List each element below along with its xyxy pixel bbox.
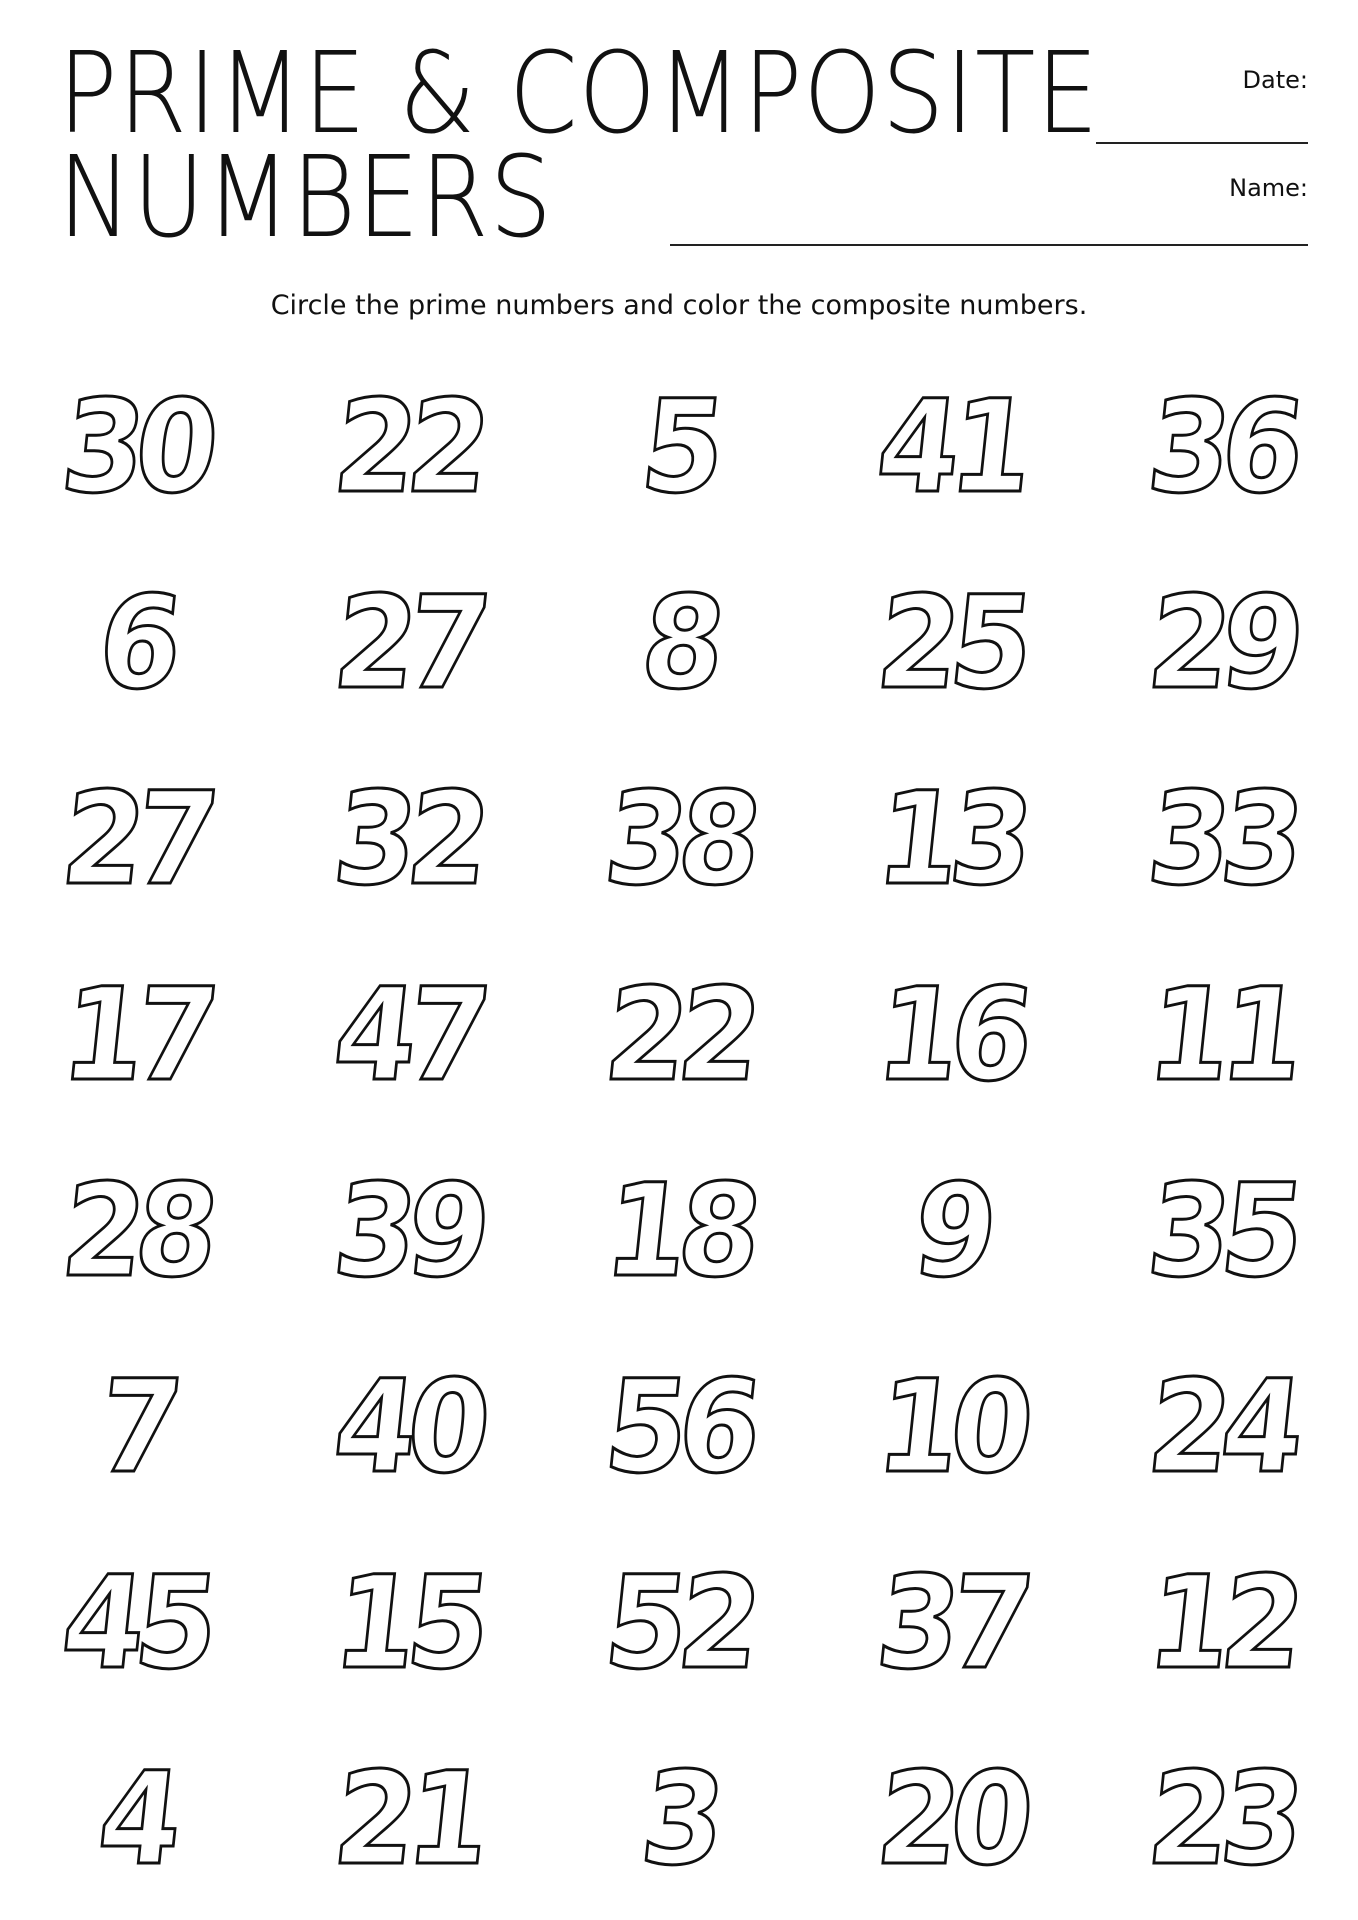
number-cell[interactable]: 38 (598, 765, 760, 914)
name-label: Name: (1229, 174, 1308, 202)
number-cell[interactable]: 15 (326, 1549, 489, 1698)
number-row (0, 938, 1358, 1134)
number-cell[interactable]: 27 (326, 569, 489, 718)
date-label: Date: (1242, 66, 1308, 94)
number-cell[interactable]: 37 (870, 1549, 1032, 1698)
number-cell[interactable]: 3 (634, 1745, 724, 1894)
number-cell[interactable]: 18 (598, 1157, 760, 1306)
number-cell[interactable]: 29 (1141, 569, 1303, 718)
number-cell[interactable]: 32 (326, 765, 489, 914)
number-cell[interactable]: 45 (55, 1549, 217, 1698)
number-cell[interactable]: 23 (1141, 1745, 1303, 1894)
number-cell[interactable]: 13 (870, 765, 1032, 914)
number-cell[interactable]: 28 (55, 1157, 217, 1306)
number-cell[interactable]: 6 (91, 569, 181, 718)
number-cell[interactable]: 35 (1141, 1157, 1303, 1306)
number-cell[interactable]: 22 (598, 961, 760, 1110)
number-cell[interactable]: 9 (906, 1157, 995, 1306)
number-cell[interactable]: 41 (870, 373, 1032, 522)
title-line-2: NUMBERS (58, 133, 553, 263)
number-grid (0, 350, 1358, 1918)
date-field-line[interactable] (1096, 142, 1308, 144)
worksheet-title (58, 29, 1241, 263)
name-field-line[interactable] (670, 244, 1308, 246)
number-cell[interactable]: 8 (634, 569, 724, 718)
number-cell[interactable]: 7 (91, 1353, 181, 1502)
number-cell[interactable]: 40 (326, 1353, 489, 1502)
number-cell[interactable]: 25 (870, 569, 1032, 718)
number-row (0, 742, 1358, 938)
number-cell[interactable]: 20 (870, 1745, 1032, 1894)
number-cell[interactable]: 33 (1141, 765, 1303, 914)
number-row (0, 350, 1358, 546)
number-cell[interactable]: 22 (326, 373, 489, 522)
number-row (0, 1330, 1358, 1526)
number-cell[interactable]: 21 (326, 1745, 489, 1894)
number-row (0, 546, 1358, 742)
number-cell[interactable]: 17 (55, 961, 217, 1110)
number-cell[interactable]: 11 (1141, 961, 1303, 1110)
number-cell[interactable]: 24 (1141, 1353, 1303, 1502)
number-row (0, 1722, 1358, 1918)
number-cell[interactable]: 27 (55, 765, 217, 914)
number-row (0, 1134, 1358, 1330)
title-line-1: PRIME & COMPOSITE (58, 29, 1100, 159)
number-cell[interactable]: 5 (634, 373, 724, 522)
number-cell[interactable]: 36 (1141, 373, 1303, 522)
number-cell[interactable]: 10 (870, 1353, 1032, 1502)
instructions-text: Circle the prime numbers and color the composite numbers. (270, 290, 1088, 321)
number-cell[interactable]: 12 (1141, 1549, 1303, 1698)
number-cell[interactable]: 30 (55, 373, 217, 522)
number-cell[interactable]: 56 (598, 1353, 760, 1502)
number-cell[interactable]: 39 (326, 1157, 489, 1306)
number-cell[interactable]: 52 (598, 1549, 760, 1698)
number-cell[interactable]: 47 (326, 961, 489, 1110)
number-cell[interactable]: 4 (91, 1745, 181, 1894)
number-cell[interactable]: 16 (870, 961, 1032, 1110)
number-row (0, 1526, 1358, 1722)
